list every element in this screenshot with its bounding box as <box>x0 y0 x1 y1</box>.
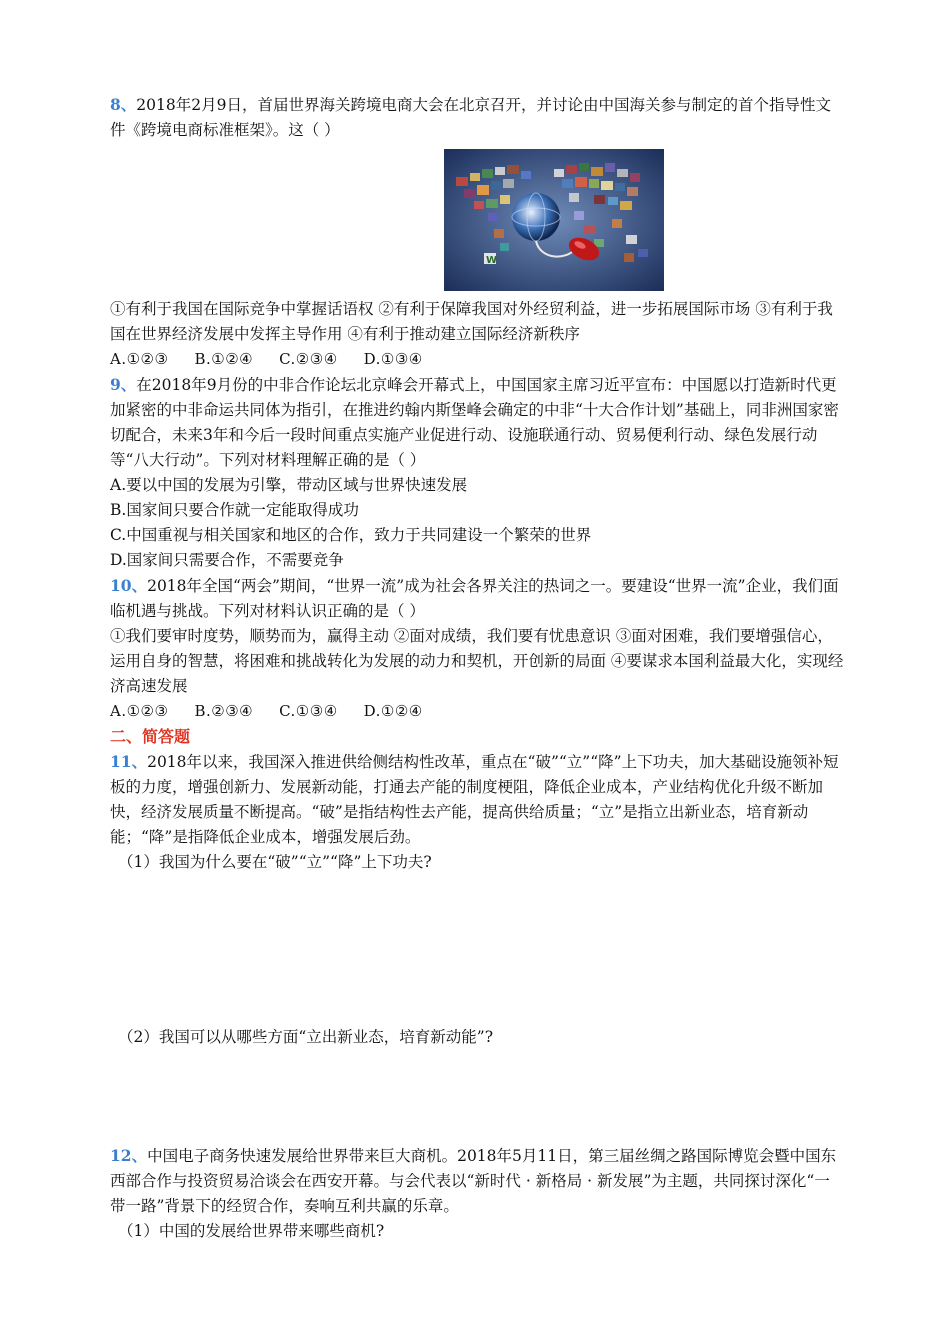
q12-stem <box>110 1143 845 1219</box>
world-map-internet-image <box>444 149 664 291</box>
q10-option-d[interactable]: D.①②④ <box>363 702 423 720</box>
q8-option-c[interactable]: C.②③④ <box>279 350 338 368</box>
q10-option-c[interactable]: C.①③④ <box>279 702 338 720</box>
q9-option-a[interactable]: A.要以中国的发展为引擎，带动区域与世界快速发展 <box>110 476 468 494</box>
q11-sub2: （2）我国可以从哪些方面“立出新业态，培育新动能”? <box>118 1028 494 1046</box>
q11-text: 2018年以来，我国深入推进供给侧结构性改革，重点在“破”“立”“降”上下功夫，加大基础设施领补短板的力度，增强创新力、发展新动能，打通去产能的制度梗阻，降低企业成本，产业结构优化升级不断加快，经济发展质量不断提高。“破”是指结构性去产能，提高供给质量；“立”是指立出新业态，培育新动能；“降”是指降低企业成本，增强发展后劲。 <box>110 753 839 846</box>
exam-page <box>110 92 845 1244</box>
q10-number: 10、 <box>110 576 148 595</box>
q8-options <box>110 347 845 372</box>
q8-number: 8、 <box>110 95 137 114</box>
q11-stem <box>110 749 845 850</box>
q12-text: 中国电子商务快速发展给世界带来巨大商机。2018年5月11日，第三届丝绸之路国际博览会暨中国东西部合作与投资贸易洽谈会在西安开幕。与会代表以“新时代 · 新格局 · 新发展”为主题，共同探讨深化“一带一路”背景下的经贸合作，奏响互利共赢的乐章。 <box>110 1147 837 1215</box>
q9-option-c[interactable]: C.中国重视与相关国家和地区的合作，致力于共同建设一个繁荣的世界 <box>110 526 592 544</box>
q10-text: 2018年全国“两会”期间，“世界一流”成为社会各界关注的热词之一。要建设“世界一流”企业，我们面临机遇与挑战。下列对材料认识正确的是（ ） <box>110 577 839 620</box>
q10-option-a[interactable]: A.①②③ <box>110 702 169 720</box>
svg-text:W: W <box>486 255 498 266</box>
q8-statements: ①有利于我国在国际竞争中掌握话语权 ②有利于保障我国对外经贸利益，进一步拓展国际市场 ③有利于我国在世界经济发展中发挥主导作用 ④有利于推动建立国际经济新秩序 <box>110 300 833 343</box>
q9-text: 在2018年9月份的中非合作论坛北京峰会开幕式上，中国国家主席习近平宣布：中国愿以打造新时代更加紧密的中非命运共同体为指引，在推进约翰内斯堡峰会确定的中非“十大合作计划”基础上，同非洲国家密切配合，未来3年和今后一段时间重点实施产业促进行动、设施联通行动、贸易便利行动、绿色发展行动等“八大行动”。下列对材料理解正确的是（ ） <box>110 376 839 469</box>
q10-statements: ①我们要审时度势，顺势而为，赢得主动 ②面对成绩，我们要有忧患意识 ③面对困难，我们要增强信心，运用自身的智慧，将困难和挑战转化为发展的动力和契机，开创新的局面 ④要谋求本国利益最大化，实现经济高速发展 <box>110 627 844 695</box>
q11-sub1: （1）我国为什么要在“破”“立”“降”上下功夫? <box>118 853 432 871</box>
q9-number: 9、 <box>110 375 137 394</box>
q10-stem <box>110 573 845 624</box>
q10-options <box>110 699 845 724</box>
q9-option-b[interactable]: B.国家间只要合作就一定能取得成功 <box>110 501 359 519</box>
q12-sub1: （1）中国的发展给世界带来哪些商机? <box>118 1222 385 1240</box>
section-title-short-answer: 二、简答题 <box>110 727 191 746</box>
q12-number: 12、 <box>110 1146 148 1165</box>
q9-stem <box>110 372 845 473</box>
q9-option-d[interactable]: D.国家间只需要合作，不需要竞争 <box>110 551 344 569</box>
q8-stem <box>110 92 845 143</box>
q8-option-d[interactable]: D.①③④ <box>363 350 423 368</box>
q8-option-a[interactable]: A.①②③ <box>110 350 169 368</box>
q11-number: 11、 <box>110 752 148 771</box>
q8-text: 2018年2月9日，首届世界海关跨境电商大会在北京召开，并讨论由中国海关参与制定的首个指导性文件《跨境电商标准框架》。这（ ） <box>110 96 831 139</box>
q11-answer-space-1[interactable] <box>110 875 845 1025</box>
q10-option-b[interactable]: B.②③④ <box>194 702 254 720</box>
q8-option-b[interactable]: B.①②④ <box>194 350 254 368</box>
q11-answer-space-2[interactable] <box>110 1050 845 1143</box>
